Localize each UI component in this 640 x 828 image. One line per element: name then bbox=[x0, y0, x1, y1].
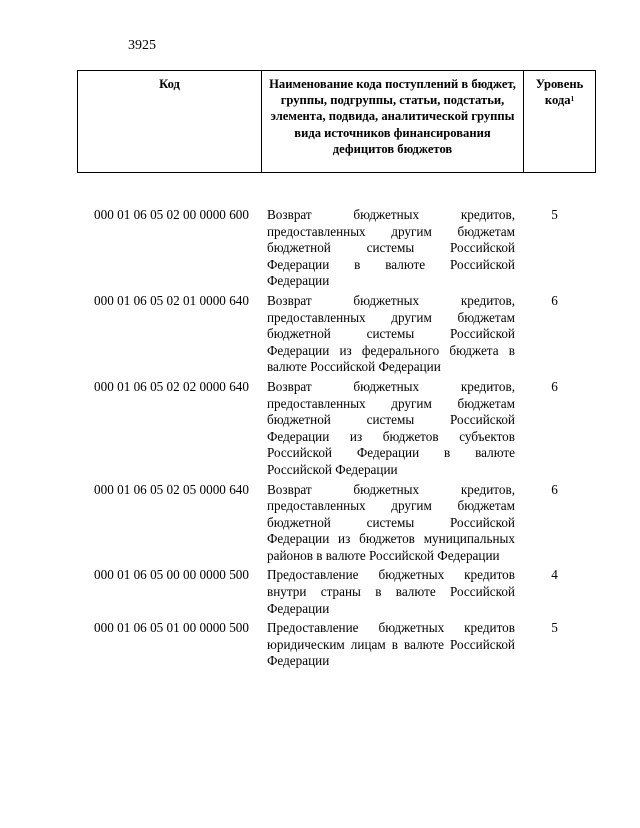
table-row bbox=[78, 379, 594, 479]
row-level: 6 bbox=[551, 292, 558, 308]
footnote-marker: 1 bbox=[570, 95, 575, 104]
header-level-label: Уровень кода bbox=[535, 77, 584, 108]
row-name: Возврат бюджетных кредитов, предоставленных другим бюджетам бюджетной системы Российской Федерации из федерального бюджета в валюте Российской Федерации bbox=[267, 292, 515, 375]
row-name: Возврат бюджетных кредитов, предоставленных другим бюджетам бюджетной системы Российской Федерации в валюте Российской Федерации bbox=[267, 207, 515, 289]
row-code: 000 01 06 05 02 00 0000 600 bbox=[94, 207, 249, 222]
row-level: 5 bbox=[551, 207, 558, 222]
row-code: 000 01 06 05 02 02 0000 640 bbox=[94, 378, 249, 394]
row-level: 4 bbox=[551, 567, 558, 583]
row-code: 000 01 06 05 02 01 0000 640 bbox=[94, 292, 249, 308]
header-level bbox=[524, 71, 596, 173]
header-row bbox=[78, 71, 596, 173]
row-code: 000 01 06 05 02 05 0000 640 bbox=[94, 481, 249, 497]
table-row bbox=[78, 207, 594, 290]
row-level: 6 bbox=[551, 481, 558, 497]
table-body bbox=[78, 207, 594, 673]
row-code: 000 01 06 05 01 00 0000 500 bbox=[94, 620, 249, 636]
row-name: Предоставление бюджетных кредитов внутри страны в валюте Российской Федерации bbox=[267, 567, 515, 616]
page-number: 3925 bbox=[128, 38, 156, 53]
row-code: 000 01 06 05 00 00 0000 500 bbox=[94, 567, 249, 583]
table-row bbox=[78, 293, 594, 376]
row-name: Возврат бюджетных кредитов, предоставленных другим бюджетам бюджетной системы Российской Федерации из бюджетов муниципальных районов в валюте Российской Федерации bbox=[267, 481, 515, 563]
row-level: 5 bbox=[551, 620, 558, 636]
table-row bbox=[78, 567, 594, 617]
table-header bbox=[77, 70, 596, 173]
row-name: Возврат бюджетных кредитов, предоставленных другим бюджетам бюджетной системы Российской Федерации из бюджетов субъектов Российской Федерации в валюте Российской Федерации bbox=[267, 378, 515, 477]
table-row bbox=[78, 482, 594, 565]
row-name: Предоставление бюджетных кредитов юридическим лицам в валюте Российской Федерации bbox=[267, 620, 515, 669]
table-row bbox=[78, 620, 594, 670]
header-code: Код bbox=[78, 71, 262, 173]
row-level: 6 bbox=[551, 378, 558, 394]
header-name: Наименование кода поступлений в бюджет, группы, подгруппы, статьи, подстатьи, элемента, подвида, аналитической группы вида источников финансирования дефицитов бюджетов bbox=[262, 71, 524, 173]
